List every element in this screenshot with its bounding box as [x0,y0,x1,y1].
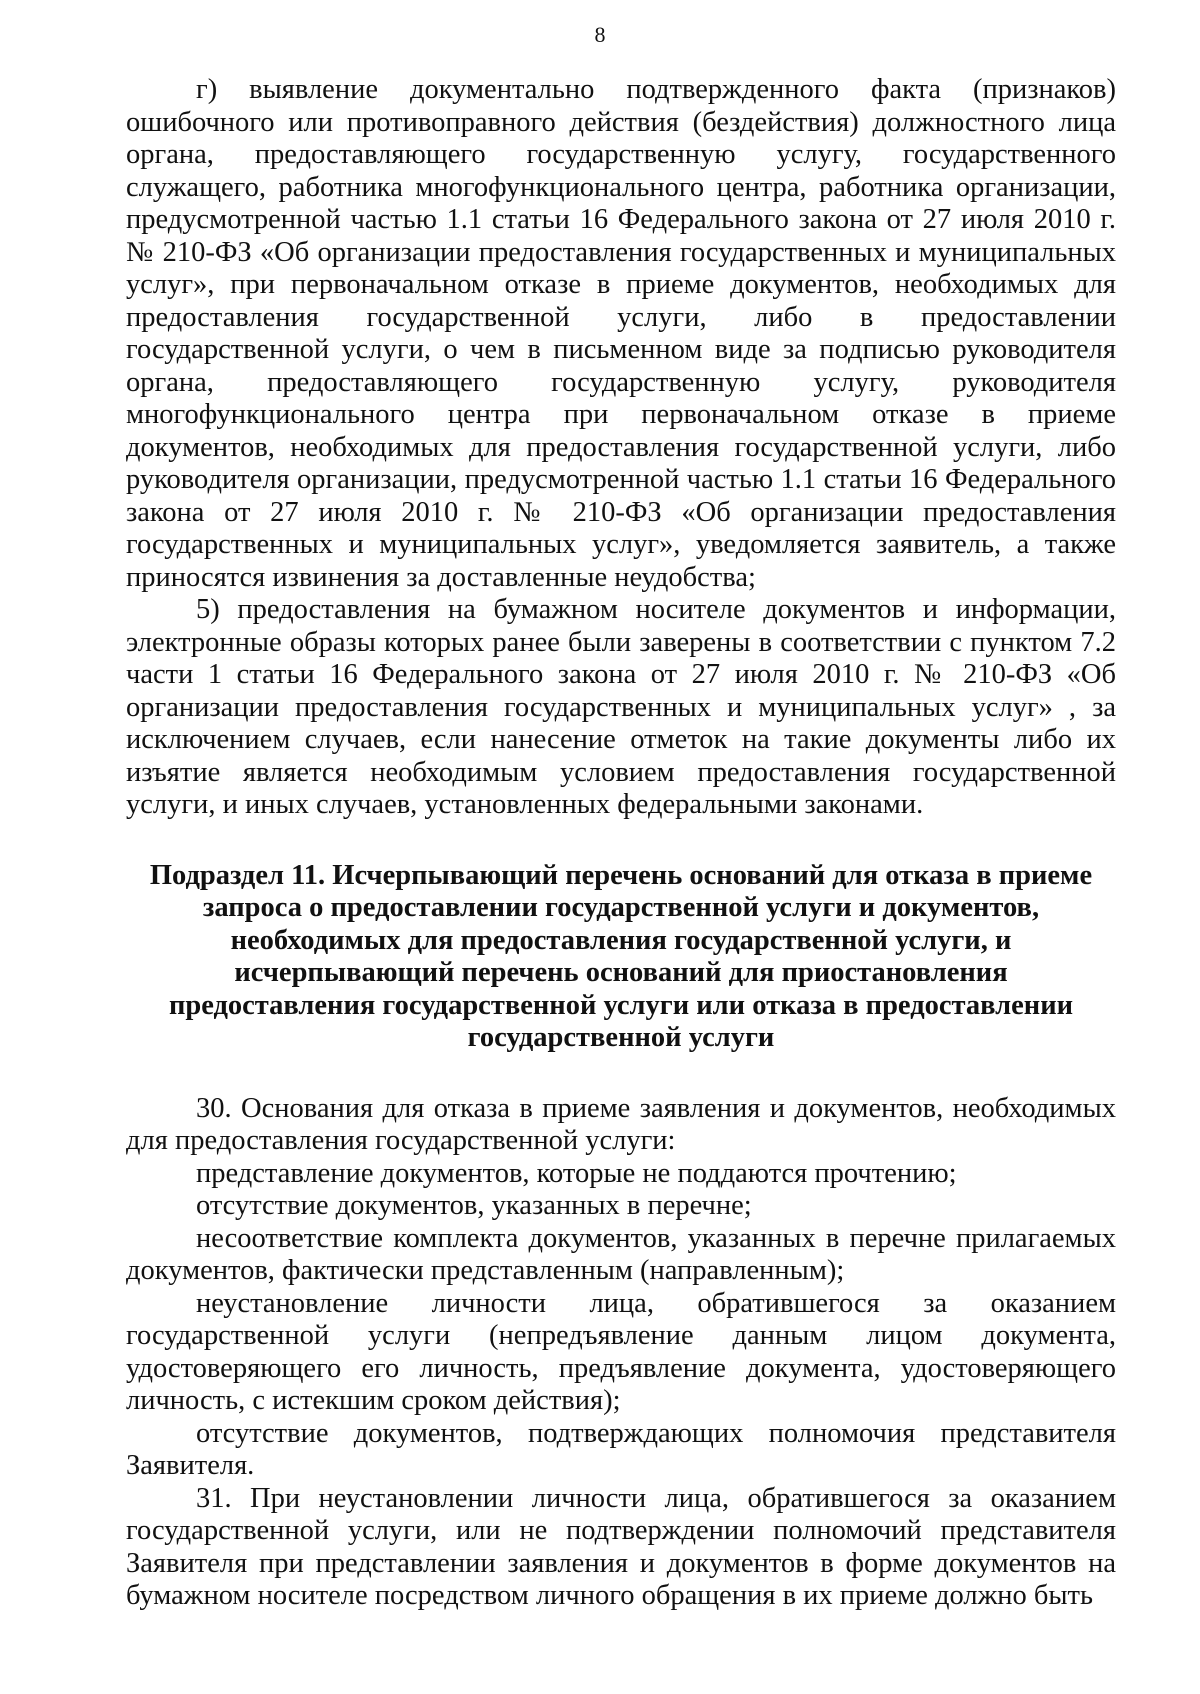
heading-line: государственной услуги [467,1022,775,1053]
list-item-mismatch-documents: несоответствие комплекта документов, указанных в перечне прилагаемых документов, фактически представленным (направленным); [126,1222,1116,1286]
list-item-identity-not-established: неустановление личности лица, обратившегося за оказанием государственной услуги (непредъявление данным лицом документа, удостоверяющего его личность, предъявление документа, удостоверяющего личность, с истекшим сроком действия); [126,1287,1116,1416]
list-item-unreadable-documents: представление документов, которые не поддаются прочтению; [196,1157,957,1189]
subsection-11-heading [126,860,1116,1055]
paragraph-item-g: г) выявление документально подтвержденного факта (признаков) ошибочного или противоправного действия (бездействия) должностного лица органа, предоставляющего государственную услугу, государственного служащего, работника многофункционального центра, работника организации, предусмотренной частью 1.1 статьи 16 Федерального закона от 27 июля 2010 г. № 210-ФЗ «Об организации предоставления государственных и муниципальных услуг», при первоначальном отказе в приеме документов, необходимых для предоставления государственной услуги, либо в предоставлении государственной услуги, о чем в письменном виде за подписью руководителя органа, предоставляющего государственную услугу, руководителя многофункционального центра при первоначальном отказе в приеме документов, необходимых для предоставления государственной услуги, либо руководителя организации, предусмотренной частью 1.1 статьи 16 Федерального закона от 27 июля 2010 г. № 210-ФЗ «Об организации предоставления государственных и муниципальных услуг», уведомляется заявитель, а также приносятся извинения за доставленные неудобства; [126,74,1116,593]
list-item-missing-documents: отсутствие документов, указанных в перечне; [196,1190,752,1221]
heading-line: исчерпывающий перечень оснований для приостановления [234,957,1008,988]
paragraph-item-5: 5) предоставления на бумажном носителе документов и информации, электронные образы которых ранее были заверены в соответствии с пунктом 7.2 части 1 статьи 16 Федерального закона от 27 июля 2010 г. № 210-ФЗ «Об организации предоставления государственных и муниципальных услуг» , за исключением случаев, если нанесение отметок на такие документы либо их изъятие является необходимым условием предоставления государственной услуги, и иных случаев, установленных федеральными законами. [126,594,1116,820]
heading-line: необходимых для предоставления государственной услуги, и [230,924,1012,956]
paragraph-31: 31. При неустановлении личности лица, обратившегося за оказанием государственной услуги, или не подтверждении полномочий представителя Заявителя при представлении заявления и документов в форме документов на бумажном носителе посредством личного обращения в их приеме должно быть [126,1482,1116,1611]
document-body [126,74,1116,1613]
heading-line: запроса о предоставлении государственной услуги и документов, [202,892,1040,923]
list-item-missing-authority: отсутствие документов, подтверждающих полномочия представителя Заявителя. [126,1417,1116,1481]
heading-line: предоставления государственной услуги или отказа в предоставлении [168,989,1074,1021]
paragraph-30: 30. Основания для отказа в приеме заявления и документов, необходимых для предоставления государственной услуги: [126,1092,1116,1156]
page-number: 8 [594,22,606,47]
heading-line: Подраздел 11. Исчерпывающий перечень оснований для отказа в приеме [149,859,1093,891]
